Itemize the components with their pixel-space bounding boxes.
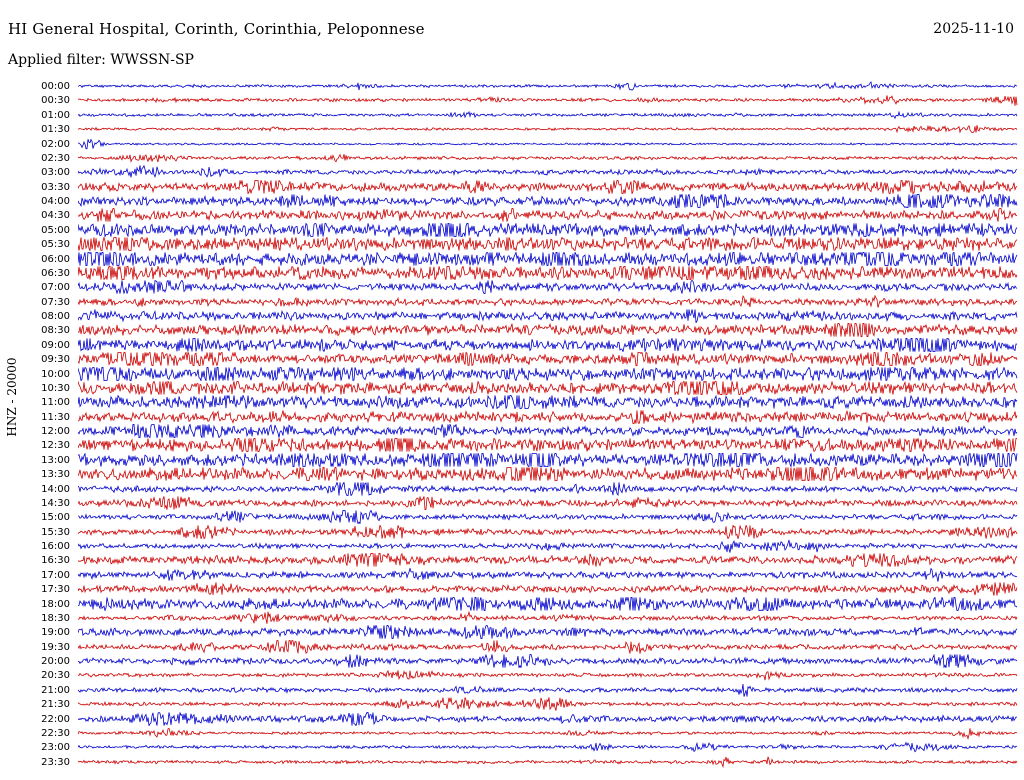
seismic-trace	[78, 640, 1018, 654]
seismic-trace	[78, 137, 1018, 151]
seismic-trace	[78, 582, 1018, 596]
seismic-trace	[78, 568, 1018, 582]
y-axis-label: HNZ - 20000	[5, 357, 19, 437]
seismic-trace	[78, 712, 1018, 726]
trace-time-label: 23:30	[41, 756, 70, 768]
trace-time-label: 01:30	[41, 124, 70, 136]
record-date: 2025-11-10	[933, 21, 1014, 37]
trace-time-label: 16:30	[41, 555, 70, 567]
seismic-trace	[78, 755, 1018, 769]
trace-time-label: 07:30	[41, 296, 70, 308]
trace-time-label: 14:30	[41, 497, 70, 509]
trace-time-label: 20:00	[41, 656, 70, 667]
seismic-trace	[78, 352, 1018, 366]
seismic-trace	[78, 237, 1018, 251]
trace-time-label: 03:00	[41, 167, 70, 179]
seismic-trace	[78, 654, 1018, 668]
seismic-trace	[78, 165, 1018, 179]
trace-time-label: 12:00	[41, 426, 70, 437]
trace-time-label: 06:30	[41, 267, 70, 279]
trace-time-label: 22:00	[41, 713, 70, 725]
seismic-trace	[78, 309, 1018, 323]
trace-time-label: 21:00	[41, 684, 70, 696]
seismic-trace	[78, 697, 1018, 711]
trace-time-label: 09:00	[41, 339, 70, 351]
seismic-trace	[78, 597, 1018, 611]
seismic-trace	[78, 482, 1018, 496]
seismic-trace	[78, 323, 1018, 337]
trace-rows	[0, 80, 1024, 770]
trace-time-label: 15:00	[41, 512, 70, 524]
trace-time-label: 12:30	[41, 440, 70, 452]
seismic-trace	[78, 453, 1018, 467]
trace-row	[0, 756, 1024, 776]
trace-time-label: 13:00	[41, 454, 70, 466]
seismic-trace	[78, 625, 1018, 639]
trace-time-label: 02:00	[41, 138, 70, 150]
seismic-trace	[78, 223, 1018, 237]
trace-time-label: 05:30	[41, 239, 70, 251]
seismic-trace	[78, 208, 1018, 222]
trace-time-label: 02:30	[41, 152, 70, 164]
trace-time-label: 16:00	[41, 541, 70, 552]
trace-time-label: 22:30	[41, 727, 70, 739]
seismic-trace	[78, 539, 1018, 553]
applied-filter-label: Applied filter: WWSSN-SP	[8, 52, 194, 68]
trace-time-label: 00:00	[41, 81, 70, 92]
seismic-trace	[78, 395, 1018, 409]
trace-time-label: 08:30	[41, 325, 70, 337]
trace-time-label: 01:00	[41, 109, 70, 121]
seismic-trace	[78, 93, 1018, 107]
seismic-trace	[78, 424, 1018, 438]
trace-time-label: 13:30	[41, 469, 70, 481]
seismic-trace	[78, 525, 1018, 539]
seismic-trace	[78, 683, 1018, 697]
seismic-trace	[78, 108, 1018, 122]
trace-time-label: 17:30	[41, 584, 70, 596]
trace-time-label: 23:00	[41, 742, 70, 754]
seismic-trace	[78, 151, 1018, 165]
trace-time-label: 06:00	[41, 253, 70, 265]
trace-time-label: 11:30	[41, 411, 70, 423]
trace-time-label: 19:00	[41, 627, 70, 639]
trace-time-label: 00:30	[41, 95, 70, 107]
seismic-trace	[78, 381, 1018, 395]
helicorder-plot	[0, 80, 1024, 770]
seismic-trace	[78, 295, 1018, 309]
seismic-trace	[78, 252, 1018, 266]
page-title: HI General Hospital, Corinth, Corinthia, Peloponnese	[8, 20, 425, 38]
trace-time-label: 17:00	[41, 569, 70, 581]
seismic-trace	[78, 740, 1018, 754]
trace-time-label: 04:00	[41, 196, 70, 207]
trace-time-label: 15:30	[41, 526, 70, 538]
trace-time-label: 09:30	[41, 354, 70, 366]
trace-time-label: 18:30	[41, 612, 70, 624]
seismic-trace	[78, 611, 1018, 625]
seismic-trace	[78, 194, 1018, 208]
trace-time-label: 10:30	[41, 382, 70, 394]
trace-time-label: 07:00	[41, 282, 70, 294]
seismic-trace	[78, 668, 1018, 682]
seismic-trace	[78, 496, 1018, 510]
seismic-trace	[78, 280, 1018, 294]
trace-time-label: 10:00	[41, 368, 70, 380]
trace-time-label: 14:00	[41, 483, 70, 495]
seismic-trace	[78, 338, 1018, 352]
trace-time-label: 04:30	[41, 210, 70, 222]
chart-header	[0, 0, 1024, 78]
seismic-trace	[78, 726, 1018, 740]
trace-time-label: 20:30	[41, 670, 70, 682]
trace-time-label: 19:30	[41, 641, 70, 653]
trace-time-label: 08:00	[41, 311, 70, 322]
trace-time-label: 03:30	[41, 181, 70, 193]
trace-time-label: 05:00	[41, 224, 70, 236]
seismic-trace	[78, 367, 1018, 381]
seismic-trace	[78, 180, 1018, 194]
trace-time-label: 18:00	[41, 598, 70, 610]
seismic-trace	[78, 553, 1018, 567]
seismic-trace	[78, 438, 1018, 452]
trace-time-label: 11:00	[41, 397, 70, 409]
seismic-trace	[78, 79, 1018, 93]
seismic-trace	[78, 410, 1018, 424]
trace-time-label: 21:30	[41, 699, 70, 711]
seismic-trace	[78, 510, 1018, 524]
seismic-trace	[78, 467, 1018, 481]
seismic-trace	[78, 266, 1018, 280]
seismic-trace	[78, 122, 1018, 136]
